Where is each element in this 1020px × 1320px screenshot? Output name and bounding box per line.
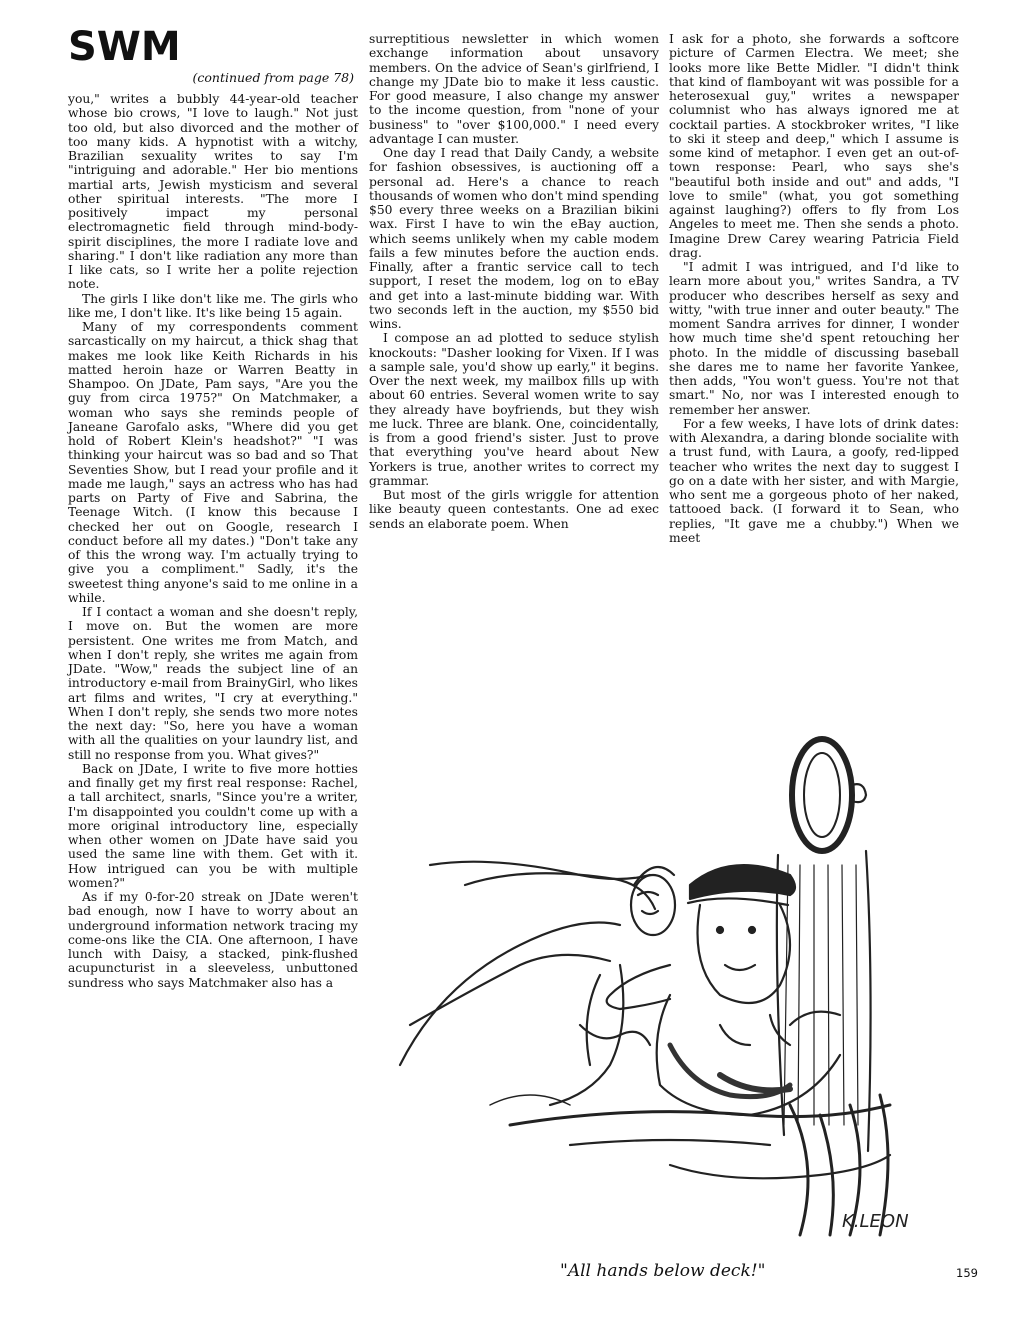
text-column-3 bbox=[669, 32, 959, 545]
paragraph: One day I read that Daily Candy, a website for fashion obsessives, is auctioning off a personal ad. Here's a chance to reach thousands of women who don't mind spending $50 every three weeks on a Brazilian bikini wax. First I have to win the eBay auction, which seems unlikely when my cable modem fails a few minutes before the auction ends. Finally, after a frantic service call to tech support, I reset the modem, log on to eBay and get into a last-minute bidding war. With two seconds left in the auction, my $550 bid wins. bbox=[369, 146, 659, 331]
cartoon-caption: "All hands below deck!" bbox=[560, 1261, 766, 1281]
cartoon-signature: K.LEON bbox=[842, 1211, 909, 1232]
paragraph: The girls I like don't like me. The girls who like me, I don't like. It's like being 15 again. bbox=[68, 291, 358, 320]
paragraph: For a few weeks, I have lots of drink dates: with Alexandra, a daring blonde socialite with a trust fund, with Laura, a goofy, red-lipped teacher who writes the next day to suggest I go on a date with her sister, and with Margie, who sent me a gorgeous photo of her naked, tattooed back. (I forward it to Sean, who replies, "It gave me a chubby.") When we meet bbox=[669, 416, 959, 545]
paragraph: If I contact a woman and she doesn't reply, I move on. But the women are more persistent. One writes me from Match, and when I don't reply, she writes me again from JDate. "Wow," reads the subject line of an introductory e-mail from BrainyGirl, who likes art films and writes, "I cry at everything." When I don't reply, she sends two more notes the next day: "So, here you have a woman with all the qualities on your laundry list, and still no response from you. What gives?" bbox=[68, 605, 358, 762]
paragraph: But most of the girls wriggle for attention like beauty queen contestants. One ad exec sends an elaborate poem. When bbox=[369, 488, 659, 531]
article-header bbox=[68, 24, 358, 92]
continued-note: (continued from page 78) bbox=[192, 70, 354, 85]
paragraph: I ask for a photo, she forwards a softcore picture of Carmen Electra. We meet; she looks more like Bette Midler. "I didn't think that kind of flamboyant wit was possible for a heterosexual guy," writes a newspaper columnist who has always ignored me at cocktail parties. A stockbroker writes, "I like to ski it steep and deep," which I assume is some kind of metaphor. I even get an out-of-town response: Pearl, who says she's "beautiful both inside and out" and adds, "I love to smile" (what, you got something against laughing?) offers to fly from Los Angeles to meet me. Then she sends a photo. Imagine Drew Carey wearing Patricia Field drag. bbox=[669, 32, 959, 260]
cartoon-illustration bbox=[370, 725, 970, 1260]
paragraph: Back on JDate, I write to five more hotties and finally get my first real response: Rachel, a tall architect, snarls, "Since you're a writer, I'm disappointed you couldn't come up with a more original introductory line, especially when other women on JDate have said you used the same line with them. Get with it. How intrigued can you be with multiple women?" bbox=[68, 761, 358, 890]
paragraph: you," writes a bubbly 44-year-old teacher whose bio crows, "I love to laugh." Not just too old, but also divorced and the mother of too many kids. A hypnotist with a witchy, Brazilian sexuality writes to say I'm "intriguing and adorable." Her bio mentions martial arts, Jewish mysticism and several other spiritual interests. "The more I positively impact my personal electromagnetic field through mind-body-spirit disciplines, the more I radiate love and sharing." I don't like radiation any more than I like cats, so I write her a polite rejection note. bbox=[68, 92, 358, 292]
paragraph: I compose an ad plotted to seduce stylish knockouts: "Dasher looking for Vixen. If I was a sample sale, you'd show up early," it begins. Over the next week, my mailbox fills up with about 60 entries. Several women write to say they already have boyfriends, but they wish me luck. Three are blank. One, coincidentally, is from a good friend's sister. Just to prove that everything you've heard about New Yorkers is true, another writes to correct my grammar. bbox=[369, 331, 659, 488]
paragraph: As if my 0-for-20 streak on JDate weren't bad enough, now I have to worry about an underground information network tracing my come-ons like the CIA. One afternoon, I have lunch with Daisy, a stacked, pink-flushed acupuncturist in a sleeveless, unbuttoned sundress who says Matchmaker also has a bbox=[68, 890, 358, 990]
text-column-1 bbox=[68, 92, 358, 990]
paragraph: "I admit I was intrigued, and I'd like to learn more about you," writes Sandra, a TV producer who describes herself as sexy and witty, "with true inner and outer beauty." The moment Sandra arrives for dinner, I wonder how much time she'd spent retouching her photo. In the middle of discussing baseball she dares me to name her favorite Yankee, then adds, "You won't guess. You're not that smart." No, nor was I interested enough to remember her answer. bbox=[669, 260, 959, 417]
page-number: 159 bbox=[956, 1266, 978, 1280]
paragraph: Many of my correspondents comment sarcastically on my haircut, a thick shag that makes me look like Keith Richards in his matted heroin haze or Warren Beatty in Shampoo. On JDate, Pam says, "Are you the guy from circa 1975?" On Matchmaker, a woman who says she reminds people of Janeane Garofalo asks, "Where did you get hold of Robert Klein's headshot?" "I was thinking your haircut was so bad and so That Seventies Show, but I read your profile and it made me laugh," says an actress who has had parts on Party of Five and Sabrina, the Teenage Witch. (I know this because I checked her out on Google, research I conduct before all my dates.) "Don't take any of this the wrong way. I'm actually trying to give you a compliment." Sadly, it's the sweetest thing anyone's said to me online in a while. bbox=[68, 320, 358, 605]
section-title: SWM bbox=[68, 24, 181, 70]
paragraph: surreptitious newsletter in which women exchange information about unsavory members. On the advice of Sean's girlfriend, I change my JDate bio to make it less caustic. For good measure, I also change my answer to the income question, from "none of your business" to "over $100,000." I need every advantage I can muster. bbox=[369, 32, 659, 146]
text-column-2 bbox=[369, 32, 659, 531]
